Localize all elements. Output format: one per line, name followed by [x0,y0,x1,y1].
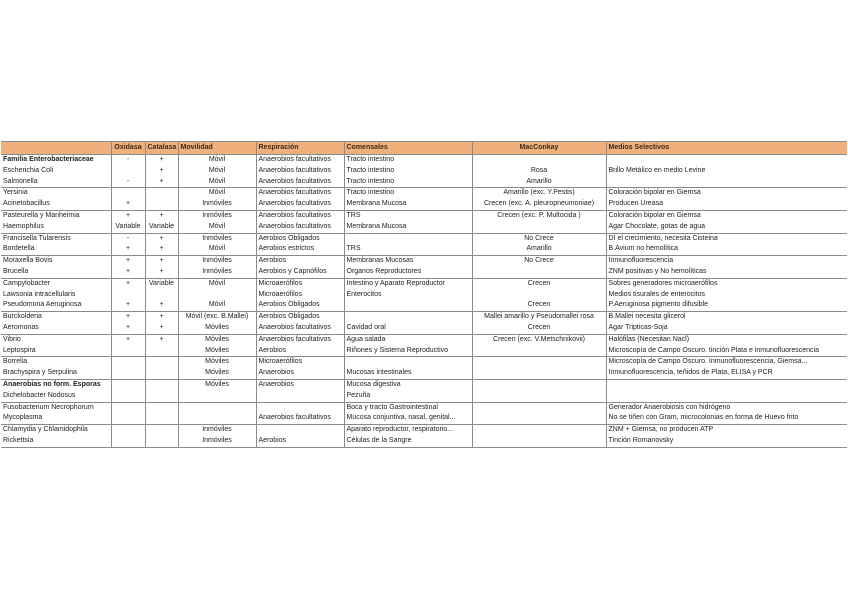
cell-respiracion: Anaerobios [256,379,344,390]
cell-oxidasa: + [111,312,145,323]
cell-catalasa [145,436,178,447]
header-familia [1,142,111,155]
cell-familia: Fusobacterium Necrophorum [1,402,111,413]
cell-respiracion: Aerobios Obligados [256,312,344,323]
cell-medios-selectivos: ZNM positivas y No hemolíticas [606,267,847,278]
cell-catalasa [145,425,178,436]
cell-comensales: Membranas Mucosas [344,256,472,267]
cell-oxidasa [111,346,145,357]
spreadsheet [1,141,847,448]
cell-macconkay [472,357,606,368]
cell-familia: Familia Enterobacteriaceae [3,156,94,163]
cell-medios-selectivos: Producen Ureasa [606,199,847,210]
cell-familia: Dichelobacter Nodosus [3,391,76,399]
cell-familia: Brachyspira y Serpulina [3,369,77,377]
cell-respiracion: Anaerobios [256,368,344,379]
cell-respiracion: Anaerobios facultativos [256,210,344,221]
cell-movilidad: Móvil (exc. B.Mallei) [178,312,256,323]
cell-oxidasa: + [111,256,145,267]
cell-respiracion: Anaerobios facultativos [256,188,344,199]
table-row [1,379,847,390]
cell-respiracion: Aerobios estrictos [256,244,344,255]
cell-respiracion: Aerobios [256,256,344,267]
cell-macconkay: Mallei amarillo y Pseudomallei rosa [472,312,606,323]
cell-comensales: Enterocitos [344,290,472,301]
cell-catalasa: + [145,166,178,177]
cell-respiracion: Aerobios y Capnófilos [256,267,344,278]
cell-oxidasa [111,188,145,199]
cell-medios-selectivos: Inmunofluorescencia [606,256,847,267]
table-row [1,244,847,255]
cell-catalasa: + [145,210,178,221]
table-row [1,210,847,221]
cell-catalasa: + [145,267,178,278]
cell-comensales: Riñones y Sistema Reproductivo [344,346,472,357]
cell-familia: Vibrio [1,334,111,345]
cell-medios-selectivos [606,155,847,166]
cell-comensales: Mucosas intestinales [344,368,472,379]
cell-medios-selectivos: Coloración bipolar en Giemsa [606,210,847,221]
cell-familia: Lawsonia intracellularis [3,290,76,298]
cell-respiracion: Anaerobios facultativos [256,222,344,233]
cell-catalasa: Variable [145,222,178,233]
table-row [1,346,847,357]
cell-movilidad: Móvil [178,222,256,233]
cell-catalasa [145,290,178,301]
cell-movilidad: Móviles [178,334,256,345]
cell-movilidad: Inmóviles [178,436,256,447]
cell-macconkay: No Crece [472,233,606,244]
cell-oxidasa [111,357,145,368]
cell-oxidasa: + [111,278,145,289]
table-row [1,425,847,436]
cell-comensales: Membrana Mucosa [344,222,472,233]
cell-familia: Francisella Tularensis [1,233,111,244]
cell-catalasa: + [145,244,178,255]
cell-macconkay: Crecen [472,323,606,334]
cell-macconkay [472,436,606,447]
table-row [1,334,847,345]
cell-comensales: Tracto intestino [344,188,472,199]
cell-familia: Campylobacter [1,278,111,289]
cell-macconkay [472,267,606,278]
cell-movilidad [178,290,256,301]
cell-movilidad: Móvil [178,278,256,289]
cell-macconkay: Crecen (exc. A. pleuropneumoniae) [472,199,606,210]
cell-macconkay [472,346,606,357]
cell-catalasa [145,402,178,413]
cell-familia: Leptospira [3,346,36,354]
table-row [1,177,847,188]
table-body [1,155,847,448]
cell-movilidad: Inmóviles [178,425,256,436]
cell-oxidasa: + [111,210,145,221]
cell-comensales: Tracto intestino [344,177,472,188]
cell-comensales [344,357,472,368]
cell-movilidad [178,413,256,424]
cell-comensales: Aparato reproductor, respiratorio... [344,425,472,436]
cell-oxidasa: - [111,155,145,166]
cell-comensales: Células de la Sangre [344,436,472,447]
cell-comensales: Boca y tracto Gastrointestinal [344,402,472,413]
cell-movilidad: Móviles [178,323,256,334]
cell-catalasa: + [145,233,178,244]
cell-medios-selectivos [606,391,847,402]
cell-medios-selectivos: Agar Tripticas-Soja [606,323,847,334]
cell-respiracion [256,391,344,402]
cell-comensales: TRS [344,210,472,221]
cell-macconkay: Crecen [472,278,606,289]
cell-medios-selectivos: DI el crecimiento, necesita Cisteina [606,233,847,244]
cell-macconkay [472,425,606,436]
cell-comensales: Membrana Mucosa [344,199,472,210]
table-row [1,402,847,413]
cell-medios-selectivos: Microscopía de Campo Oscuro. Inmunofluorescencia, Giemsa... [606,357,847,368]
cell-movilidad: Inmóviles [178,233,256,244]
cell-respiracion: Aerobios Obligados [256,233,344,244]
cell-comensales: Mucosa digestiva [344,379,472,390]
cell-comensales: Intestino y Aparato Reproductor [344,278,472,289]
table-row [1,267,847,278]
cell-movilidad: Móvil [178,155,256,166]
cell-comensales [344,312,472,323]
cell-catalasa [145,413,178,424]
cell-macconkay: No Crece [472,256,606,267]
cell-movilidad: Móvil [178,300,256,311]
cell-respiracion: Aerobios [256,436,344,447]
cell-oxidasa [111,391,145,402]
cell-medios-selectivos: B.Mallei necesita glicerol [606,312,847,323]
cell-respiracion [256,425,344,436]
cell-respiracion: Anaerobios facultativos [256,334,344,345]
cell-catalasa: + [145,256,178,267]
table-row [1,357,847,368]
cell-medios-selectivos: No se tiñen con Gram, microcolonias en forma de Huevo frito [606,413,847,424]
cell-macconkay: Crecen (exc. P. Multocida ) [472,210,606,221]
cell-respiracion: Microaerófilos [256,357,344,368]
cell-macconkay [472,368,606,379]
cell-oxidasa [111,402,145,413]
cell-oxidasa: Variable [111,222,145,233]
cell-familia: Haemophilus [3,222,44,230]
cell-movilidad: Móviles [178,368,256,379]
cell-catalasa [145,368,178,379]
cell-macconkay [472,155,606,166]
cell-medios-selectivos [606,177,847,188]
cell-catalasa [145,188,178,199]
cell-catalasa: + [145,312,178,323]
cell-oxidasa: + [111,267,145,278]
cell-medios-selectivos: Microscopía de Campo Oscuro. tinción Plata e inmunofluorescencia [606,346,847,357]
table-row [1,188,847,199]
cell-familia: Rickettsia [1,436,111,447]
cell-medios-selectivos: Tinción Romanovsky [606,436,847,447]
cell-familia: Bordetella [3,245,35,253]
cell-familia: Acinetobacillus [3,200,50,208]
cell-comensales: Tracto intestino [344,166,472,177]
header-catalasa: Catalasa [145,142,178,155]
cell-macconkay [472,402,606,413]
cell-macconkay [472,222,606,233]
cell-macconkay: Amarillo [472,244,606,255]
cell-catalasa [145,391,178,402]
cell-familia: Borrelia [1,357,111,368]
bacteria-table [1,141,847,448]
cell-catalasa: + [145,177,178,188]
cell-medios-selectivos: P.Aeruginosa pigmento difusible [606,300,847,311]
cell-movilidad: Móvil [178,188,256,199]
cell-oxidasa [111,379,145,390]
cell-macconkay: Crecen (exc. V.Metschnikovii) [472,334,606,345]
cell-comensales [344,233,472,244]
cell-catalasa: + [145,155,178,166]
cell-oxidasa [111,425,145,436]
cell-medios-selectivos: Medios tisurales de enterocitos [606,290,847,301]
cell-oxidasa [111,413,145,424]
cell-comensales: TRS [344,244,472,255]
cell-comensales: Cavidad oral [344,323,472,334]
cell-medios-selectivos: Agar Chocolate, gotas de agua [606,222,847,233]
cell-movilidad [178,402,256,413]
cell-medios-selectivos: Brillo Metálico en medio Levine [606,166,847,177]
cell-macconkay [472,290,606,301]
cell-comensales: Agua salada [344,334,472,345]
table-row [1,222,847,233]
table-row [1,290,847,301]
cell-medios-selectivos: Coloración bipolar en Giemsa [606,188,847,199]
cell-catalasa [145,199,178,210]
cell-movilidad: Móviles [178,357,256,368]
cell-respiracion: Anaerobios facultativos [256,177,344,188]
cell-movilidad: Inmóviles [178,210,256,221]
cell-familia: Pseudomona Aeruginosa [3,301,82,309]
table-row [1,413,847,424]
cell-catalasa [145,357,178,368]
cell-oxidasa: - [111,233,145,244]
table-row [1,233,847,244]
cell-respiracion: Anaerobios facultativos [256,199,344,210]
header-medios-selectivos: Medios Selectivos [606,142,847,155]
cell-oxidasa [111,368,145,379]
table-row [1,436,847,447]
cell-macconkay: Amarillo [472,177,606,188]
header-macconkay: MacConkay [472,142,606,155]
cell-macconkay [472,413,606,424]
cell-familia: Anaerobias no form. Esporas [1,379,111,390]
cell-catalasa: + [145,300,178,311]
cell-movilidad: Móvil [178,244,256,255]
cell-familia: Aeromonas [3,323,39,331]
cell-oxidasa: + [111,300,145,311]
cell-oxidasa [111,290,145,301]
cell-medios-selectivos: Halófilas (Necesitan Nacl) [606,334,847,345]
cell-respiracion: Anaerobios facultativos [256,413,344,424]
cell-macconkay: Crecen [472,300,606,311]
header-row [1,142,847,155]
cell-catalasa [145,346,178,357]
cell-oxidasa: + [111,199,145,210]
cell-movilidad: Móviles [178,379,256,390]
table-row [1,391,847,402]
cell-familia: Yersinia [1,188,111,199]
header-respiracion: Respiración [256,142,344,155]
cell-familia: Mycoplasma [3,414,43,422]
cell-movilidad: Inmóviles [178,199,256,210]
cell-movilidad: Móviles [178,346,256,357]
table-row [1,155,847,166]
cell-oxidasa: + [111,334,145,345]
cell-familia: Salmonella [3,177,38,185]
cell-macconkay: Rosa [472,166,606,177]
cell-movilidad: Inmóviles [178,256,256,267]
cell-catalasa: Variable [145,278,178,289]
cell-familia: Pasteurella y Manheimia [1,210,111,221]
table-row [1,368,847,379]
cell-familia: Burckolderia [1,312,111,323]
cell-comensales: Organos Reproductores [344,267,472,278]
table-row [1,312,847,323]
cell-respiracion: Aerobios [256,346,344,357]
table-row [1,278,847,289]
header-movilidad: Movilidad [178,142,256,155]
cell-oxidasa: - [111,177,145,188]
cell-medios-selectivos [606,379,847,390]
header-comensales: Comensales [344,142,472,155]
cell-respiracion: Microaerófilos [256,290,344,301]
cell-catalasa: + [145,323,178,334]
cell-respiracion: Anaerobios facultativos [256,323,344,334]
cell-respiracion: Aerobios Obligados [256,300,344,311]
cell-comensales [344,300,472,311]
cell-medios-selectivos: B.Avium no hemolítica [606,244,847,255]
cell-medios-selectivos: ZNM + Giemsa, no producen ATP [606,425,847,436]
cell-comensales: Pezuña [344,391,472,402]
cell-respiracion: Microaerófilos [256,278,344,289]
cell-familia: Chlamydia y Chlamidophila [1,425,111,436]
cell-medios-selectivos: Sobres generadores microaerófilos [606,278,847,289]
cell-familia: Escherichia Coli [3,166,54,174]
cell-medios-selectivos: Inmunofluorescencia, teñidos de Plata, ELISA y PCR [606,368,847,379]
cell-respiracion [256,402,344,413]
table-row [1,199,847,210]
table-row [1,166,847,177]
cell-oxidasa [111,436,145,447]
cell-catalasa: + [145,334,178,345]
table-row [1,256,847,267]
table-row [1,300,847,311]
cell-familia: Moraxella Bovis [1,256,111,267]
cell-comensales: Mucosa conjuntiva, nasal, genital... [344,413,472,424]
cell-movilidad: Móvil [178,166,256,177]
cell-comensales: Tracto intestino [344,155,472,166]
cell-oxidasa [111,166,145,177]
cell-respiracion: Anaerobios facultativos [256,155,344,166]
cell-macconkay: Amarillo (exc. Y.Pestis) [472,188,606,199]
header-oxidasa: Oxidasa [111,142,145,155]
cell-movilidad [178,391,256,402]
cell-macconkay [472,391,606,402]
table-row [1,323,847,334]
cell-respiracion: Anaerobios facultativos [256,166,344,177]
cell-movilidad: Inmóviles [178,267,256,278]
cell-macconkay [472,379,606,390]
cell-oxidasa: + [111,323,145,334]
cell-movilidad: Móvil [178,177,256,188]
cell-familia: Brucella [3,267,29,275]
cell-oxidasa: + [111,244,145,255]
cell-medios-selectivos: Generador Anaerobiosis con hidrógeno [606,402,847,413]
cell-catalasa [145,379,178,390]
